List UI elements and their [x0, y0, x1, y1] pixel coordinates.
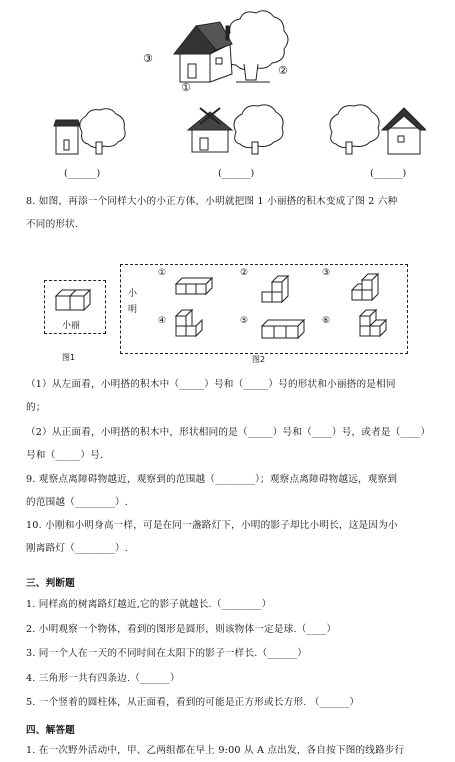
judge-item-3: 3. 同一个人在一天的不同时间在太阳下的影子一样长.（______） — [26, 648, 308, 659]
fig2-side-label-2: 明 — [128, 305, 138, 315]
figure-label-2: ② — [278, 64, 288, 77]
q8-sub2-line-2: 号和（_____）号. — [26, 450, 104, 461]
figure-label-1: ① — [181, 81, 191, 94]
q8-line-1: 8. 如图，再添一个同样大小的小正方体，小明就把图 1 小丽搭的积木变成了图 2 六种 — [26, 196, 398, 207]
view-option-3 — [326, 104, 426, 158]
answer-blank-3[interactable]: (______) — [370, 168, 407, 179]
house-icon — [174, 22, 232, 82]
fig2-item-6: ⑥ — [322, 316, 331, 326]
q9-line-2: 的范围越（________）. — [26, 497, 128, 508]
q9-line-1: 9. 观察点离障碍物越近，观察到的范围越（________）；观察点离障碍物越远，观察到 — [26, 474, 398, 485]
judge-item-5: 5. 一个竖着的圆柱体，从正面看，看到的可能是正方形或长方形. （______） — [26, 697, 360, 708]
q10-line-2: 刚离路灯（________）. — [26, 543, 128, 554]
answer-blank-1[interactable]: (______) — [64, 168, 101, 179]
fig1-cubes — [54, 286, 96, 314]
figure-label-3: ③ — [143, 52, 153, 65]
fig2-item-5: ⑤ — [240, 316, 249, 326]
fig2-item-2: ② — [240, 268, 249, 278]
q8-line-2: 不同的形状. — [26, 219, 79, 230]
fig2-item-3: ③ — [322, 268, 331, 278]
judge-item-1: 1. 同样高的树离路灯越近,它的影子就越长.（________） — [26, 599, 272, 610]
fig2-item-4: ④ — [158, 316, 167, 326]
q8-sub1-line-2: 的； — [26, 402, 46, 413]
judge-item-4: 4. 三角形一共有四条边.（______） — [26, 673, 180, 684]
fig2-side-label-1: 小 — [128, 289, 138, 299]
fig1-caption: 图1 — [62, 353, 76, 362]
judge-item-2: 2. 小明观察一个物体，看到的图形是圆形，则该物体一定是球.（____） — [26, 624, 337, 635]
section4-q1-line-1: 1. 在一次野外活动中，甲、乙两组都在早上 9:00 从 A 点出发，各自按下图的线路步行 — [26, 745, 405, 756]
fig2-shapes — [120, 264, 406, 352]
answer-blank-2[interactable]: (______) — [218, 168, 255, 179]
view-option-2 — [186, 102, 286, 158]
q10-line-1: 10. 小刚和小明身高一样，可是在同一盏路灯下，小明的影子却比小明长，这是因为小 — [26, 520, 398, 531]
fig1-label: 小丽 — [62, 321, 81, 331]
section3-title: 三、判断题 — [26, 578, 75, 589]
q8-sub1-line-1: （1）从左面看，小明搭的积木中（_____）号和（_____）号的形状和小丽搭的是相同 — [26, 379, 396, 390]
view-option-1 — [50, 108, 130, 158]
fig2-caption: 图2 — [252, 355, 266, 364]
fig2-item-1: ① — [158, 268, 167, 278]
q8-sub2-line-1: （2）从正面看，小明搭的积木中，形状相同的是（_____）号和（____）号，或者是（____） — [26, 427, 431, 438]
house-tree-figure — [140, 4, 300, 94]
section4-title: 四、解答题 — [26, 725, 75, 736]
